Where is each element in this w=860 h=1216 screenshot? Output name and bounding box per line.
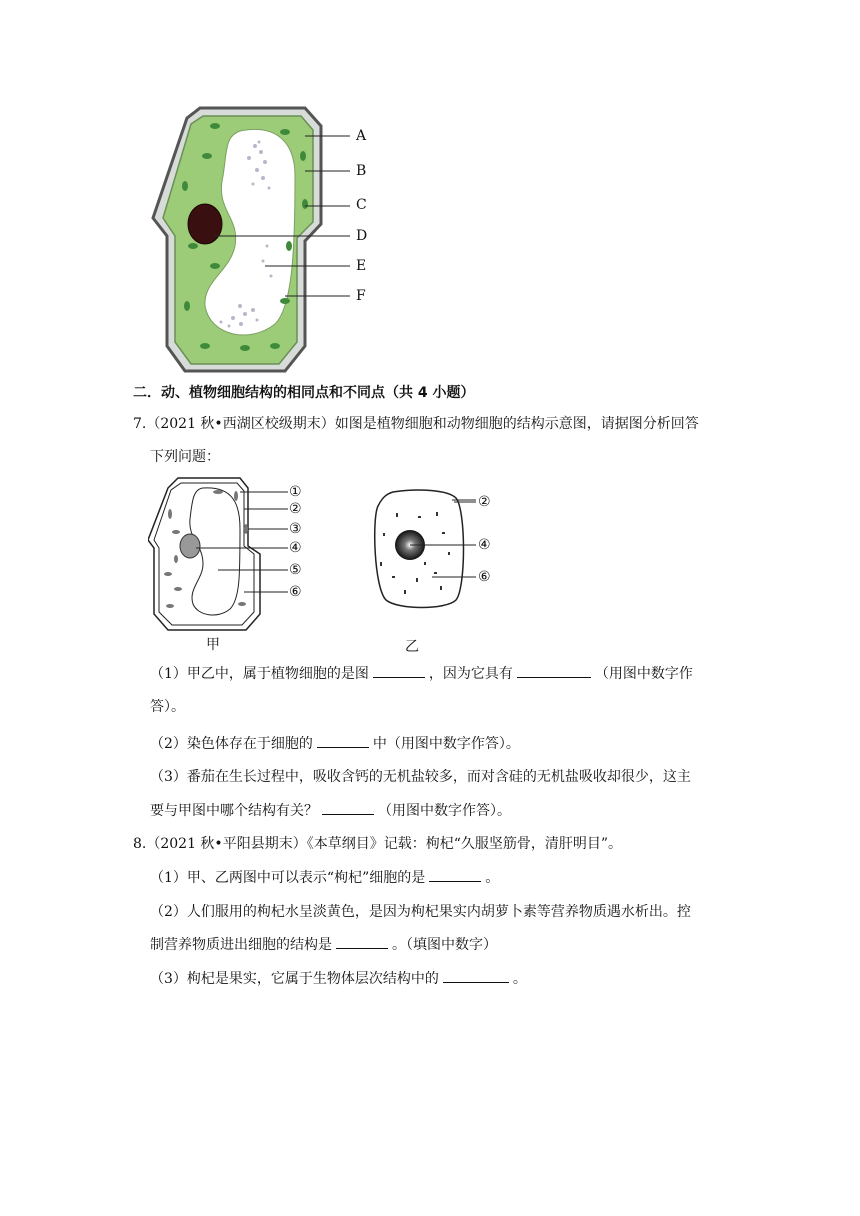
q7-part1-blank2[interactable]	[517, 663, 591, 678]
plant-label-2: ②	[289, 501, 302, 517]
plant-cell-figure	[145, 96, 385, 376]
q7-part1-text-b: ，因为它具有	[428, 666, 513, 682]
label-c: C	[356, 197, 367, 213]
animal-label-6: ⑥	[478, 569, 491, 585]
q8-part3-blank[interactable]	[443, 968, 509, 983]
label-e: E	[356, 258, 367, 274]
q7-part1-text-a: （1）甲乙中，属于植物细胞的是图	[150, 666, 369, 682]
q8-part3-text-b: 。	[512, 971, 527, 987]
plant-label-4: ④	[289, 540, 302, 556]
q8-part2-line2	[150, 934, 497, 956]
plant-label-1: ①	[289, 484, 302, 500]
q7-part3-line1: （3）番茄在生长过程中，吸收含钙的无机盐较多，而对含硅的无机盐吸收却很少，这主	[150, 769, 691, 785]
q8-part1-blank[interactable]	[429, 867, 481, 882]
label-f: F	[356, 288, 366, 304]
q7-part2-text-b: 中（用图中数字作答）。	[372, 736, 520, 752]
q8-part3	[150, 968, 527, 990]
plant-caption: 甲	[206, 637, 220, 653]
q7-part1-line2: 答）。	[150, 699, 185, 715]
q7-part2-blank[interactable]	[317, 733, 369, 748]
nucleus	[188, 204, 222, 244]
label-a: A	[356, 128, 367, 144]
q7-stem-line2: 下列问题：	[150, 449, 220, 465]
q8-part2-text-c: 。（填图中数字）	[392, 937, 497, 953]
plant-label-5: ⑤	[289, 562, 302, 578]
label-d: D	[356, 228, 368, 244]
q8-part2-line1: （2）人们服用的枸杞水呈淡黄色，是因为枸杞果实内胡萝卜素等营养物质遇水析出。控	[150, 904, 691, 920]
q7-part2-text-a: （2）染色体存在于细胞的	[150, 736, 313, 752]
q7-part1-line1	[150, 663, 693, 685]
q7-part1-blank1[interactable]	[373, 663, 425, 678]
animal-label-2: ②	[478, 494, 491, 510]
q8-part1	[150, 867, 499, 889]
q7-part2	[150, 733, 520, 755]
q8-part2-text-b: 制营养物质进出细胞的结构是	[150, 937, 332, 953]
plant-label-3: ③	[289, 521, 302, 537]
q7-stem-line1: 7.（2021 秋•西湖区校级期末）如图是植物细胞和动物细胞的结构示意图，请据图分析回答	[133, 416, 699, 432]
q8-part1-text-a: （1）甲、乙两图中可以表示“枸杞”细胞的是	[150, 870, 426, 886]
section-title: 二．动、植物细胞结构的相同点和不同点（共 4 小题）	[133, 385, 475, 401]
q7-part3-line2	[150, 800, 511, 822]
q8-part1-text-b: 。	[485, 870, 500, 886]
animal-cell-leaders	[410, 494, 486, 594]
q8-part3-text-a: （3）枸杞是果实，它属于生物体层次结构中的	[150, 971, 439, 987]
q7-part3-text-c: （用图中数字作答）。	[378, 803, 511, 819]
q7-part1-text-c: （用图中数字作	[594, 666, 693, 682]
q8-part2-blank[interactable]	[336, 934, 388, 949]
q7-part3-blank[interactable]	[322, 800, 374, 815]
label-b: B	[356, 163, 367, 179]
animal-caption: 乙	[405, 639, 419, 655]
q7-part3-text-b: 要与甲图中哪个结构有关？	[150, 803, 318, 819]
animal-label-4: ④	[478, 537, 491, 553]
q8-stem: 8.（2021 秋•平阳县期末）《本草纲目》记载：枸杞“久服坚筋骨，清肝明目”。	[133, 836, 623, 852]
plant-label-6: ⑥	[289, 584, 302, 600]
